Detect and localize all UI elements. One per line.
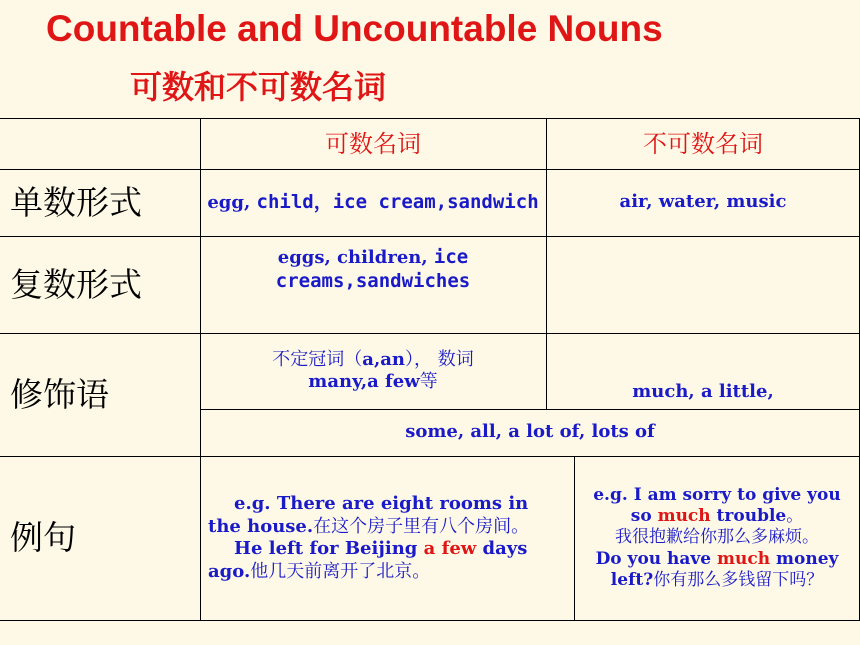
example-uncountable-1-b: trouble — [710, 506, 787, 527]
singular-countable-cell — [200, 169, 546, 236]
example-uncountable-2-a: Do you have — [595, 548, 718, 569]
plural-uncountable-cell — [546, 236, 860, 333]
singular-countable-text-b: child，ice cream,sandwich — [256, 190, 539, 213]
example-uncountable-1-a: e.g. I am sorry to give you so — [593, 484, 841, 527]
singular-countable-text-a: egg, — [207, 191, 257, 213]
modifiers-shared-cell: some, all, a lot of, lots of — [405, 421, 655, 443]
example-countable-2-zh: 他几天前离开了北京。 — [250, 560, 431, 582]
row-label-examples: 例句 — [10, 518, 76, 558]
example-uncountable-1-punct: 。 — [786, 506, 804, 527]
example-uncountable-2-zh: 你有那么多钱留下吗？ — [653, 569, 824, 590]
modifiers-countable-e: 等 — [419, 371, 438, 392]
row-label-modifiers: 修饰语 — [10, 374, 109, 414]
modifiers-countable-b: a,an — [362, 348, 405, 370]
examples-countable-cell — [200, 456, 574, 620]
example-uncountable-2-b: money left? — [610, 548, 839, 590]
example-countable-2-highlight: a few — [423, 538, 477, 559]
modifiers-countable-d: many,a few — [308, 371, 420, 392]
example-uncountable-1-zh: 我很抱歉给你那么多麻烦。 — [615, 527, 819, 548]
example-countable-1-zh: 在这个房子里有八个房间。 — [313, 515, 530, 537]
modifiers-uncountable-cell — [546, 333, 860, 409]
modifiers-countable-c: ）， 数词 — [404, 348, 474, 370]
examples-uncountable-cell — [574, 456, 860, 620]
page-subtitle: 可数和不可数名词 — [130, 68, 387, 106]
example-countable-2-a: He left for Beijing — [234, 538, 424, 559]
example-uncountable-2-highlight: much — [717, 548, 771, 569]
singular-uncountable-cell: air, water, music — [619, 191, 787, 213]
plural-countable-cell — [200, 236, 546, 304]
page-title: Countable and Uncountable Nouns — [46, 8, 663, 49]
plural-countable-text-b: ice creams,sandwiches — [275, 246, 471, 292]
example-uncountable-1-highlight: much — [657, 506, 711, 527]
example-countable-1-en: e.g. There are eight rooms in the house. — [208, 493, 529, 537]
header-countable: 可数名词 — [325, 130, 421, 158]
plural-countable-text-a: eggs, children, — [277, 247, 434, 269]
example-countable-2-b: days ago. — [208, 538, 528, 582]
row-label-singular: 单数形式 — [10, 182, 142, 222]
modifiers-countable-a: 不定冠词（ — [272, 348, 363, 370]
row-label-plural: 复数形式 — [10, 264, 142, 304]
header-uncountable: 不可数名词 — [643, 130, 763, 158]
modifiers-countable-cell — [200, 333, 546, 409]
modifiers-uncountable-text: much, a little, — [632, 380, 774, 402]
